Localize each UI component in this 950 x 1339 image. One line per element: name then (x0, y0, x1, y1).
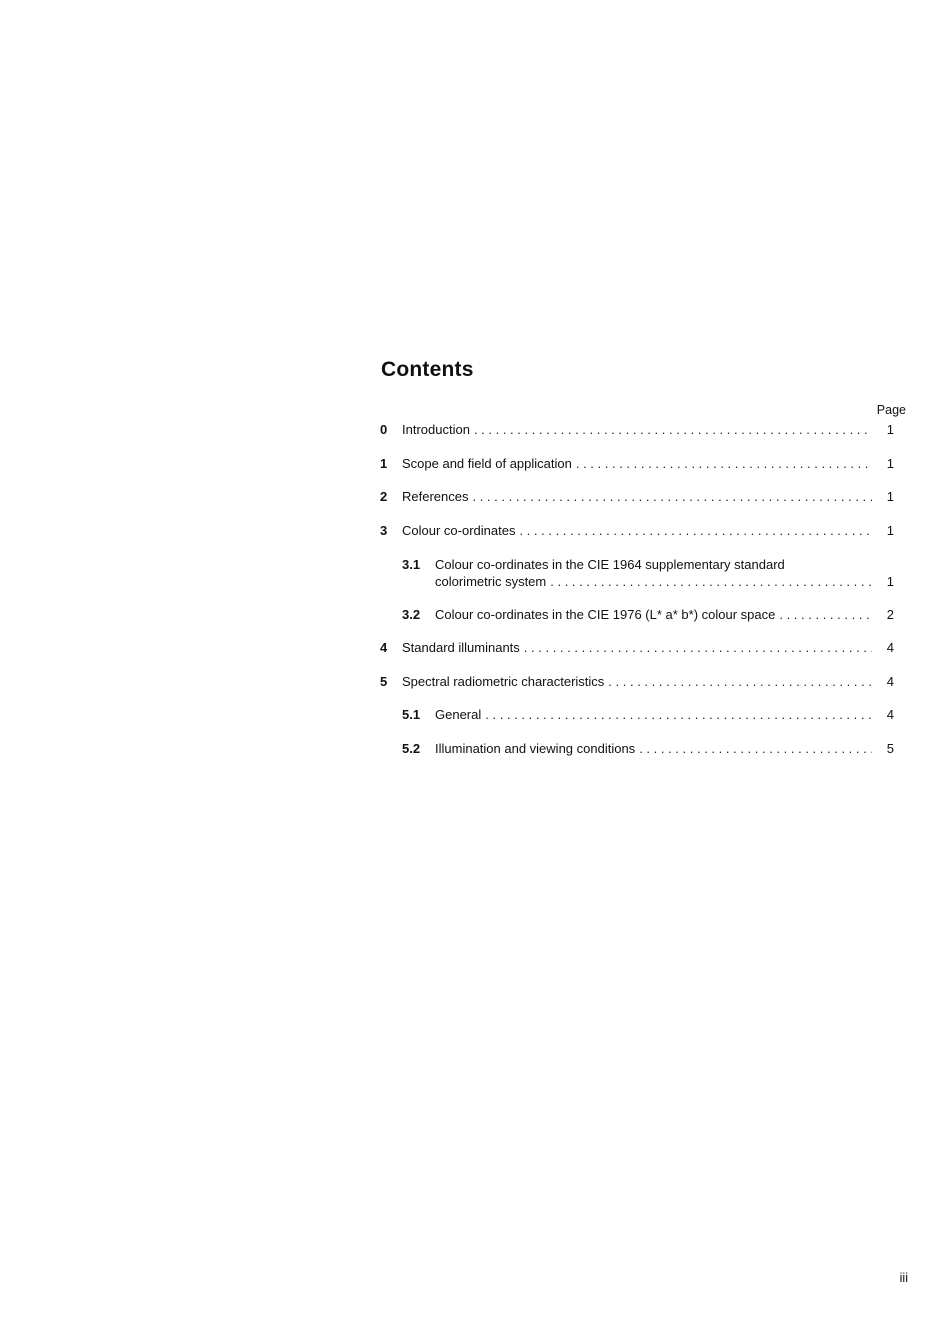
contents-title: Contents (381, 358, 474, 381)
toc-entry-number: 1 (380, 456, 388, 471)
toc-leader (402, 488, 872, 505)
dot-leader (485, 706, 872, 723)
toc-entry-title: Colour co-ordinates (402, 523, 516, 538)
toc-entry-title-line1: Colour co-ordinates in the CIE 1964 supplementary standard (435, 557, 785, 572)
toc-entry-page: 4 (886, 674, 894, 689)
toc-entry-page: 1 (886, 574, 894, 589)
toc-entry-title: Spectral radiometric characteristics (402, 674, 605, 689)
page-column-label: Page (876, 403, 906, 417)
dot-leader (524, 639, 872, 656)
toc-entry-title: References (402, 489, 469, 504)
dot-leader (519, 522, 872, 539)
toc-entry-number: 4 (380, 640, 388, 655)
toc-leader (435, 706, 872, 723)
toc-entry-number: 5.1 (402, 707, 421, 722)
toc-entry-title: Colour co-ordinates in the CIE 1976 (L* a* b*) colour space (435, 607, 776, 622)
dot-leader (474, 421, 872, 438)
dot-leader (639, 740, 872, 757)
toc-entry-title: Introduction (402, 422, 470, 437)
toc-leader (435, 573, 872, 590)
toc-leader (402, 522, 872, 539)
toc-leader (402, 673, 872, 690)
dot-leader (608, 673, 872, 690)
toc-entry-page: 1 (886, 422, 894, 437)
toc-entry-number: 3.2 (402, 607, 421, 622)
toc-entry-title-line2: colorimetric system (435, 574, 547, 589)
page-number: iii (899, 1271, 908, 1285)
dot-leader (779, 606, 872, 623)
toc-entry-page: 1 (886, 456, 894, 471)
toc-entry-page: 2 (886, 607, 894, 622)
toc-entry-number: 5 (380, 674, 388, 689)
toc-entry-number: 2 (380, 489, 388, 504)
toc-entry-number: 5.2 (402, 741, 421, 756)
toc-leader (402, 639, 872, 656)
toc-entry-title: Scope and field of application (402, 456, 572, 471)
toc-entry-page: 1 (886, 523, 894, 538)
toc-entry-page: 4 (886, 640, 894, 655)
toc-entry-number: 0 (380, 422, 388, 437)
toc-entry-page: 5 (886, 741, 894, 756)
dot-leader (550, 573, 872, 590)
toc-entry-title: Illumination and viewing conditions (435, 741, 636, 756)
toc-leader (435, 740, 872, 757)
toc-entry-title: Standard illuminants (402, 640, 520, 655)
toc-leader (402, 455, 872, 472)
toc-leader (402, 421, 872, 438)
toc-entry-page: 1 (886, 489, 894, 504)
toc-entry-number: 3.1 (402, 557, 421, 572)
toc-leader (435, 606, 872, 623)
toc-entry-number: 3 (380, 523, 388, 538)
toc-entry-page: 4 (886, 707, 894, 722)
dot-leader (472, 488, 872, 505)
toc-entry-title: General (435, 707, 482, 722)
dot-leader (576, 455, 872, 472)
